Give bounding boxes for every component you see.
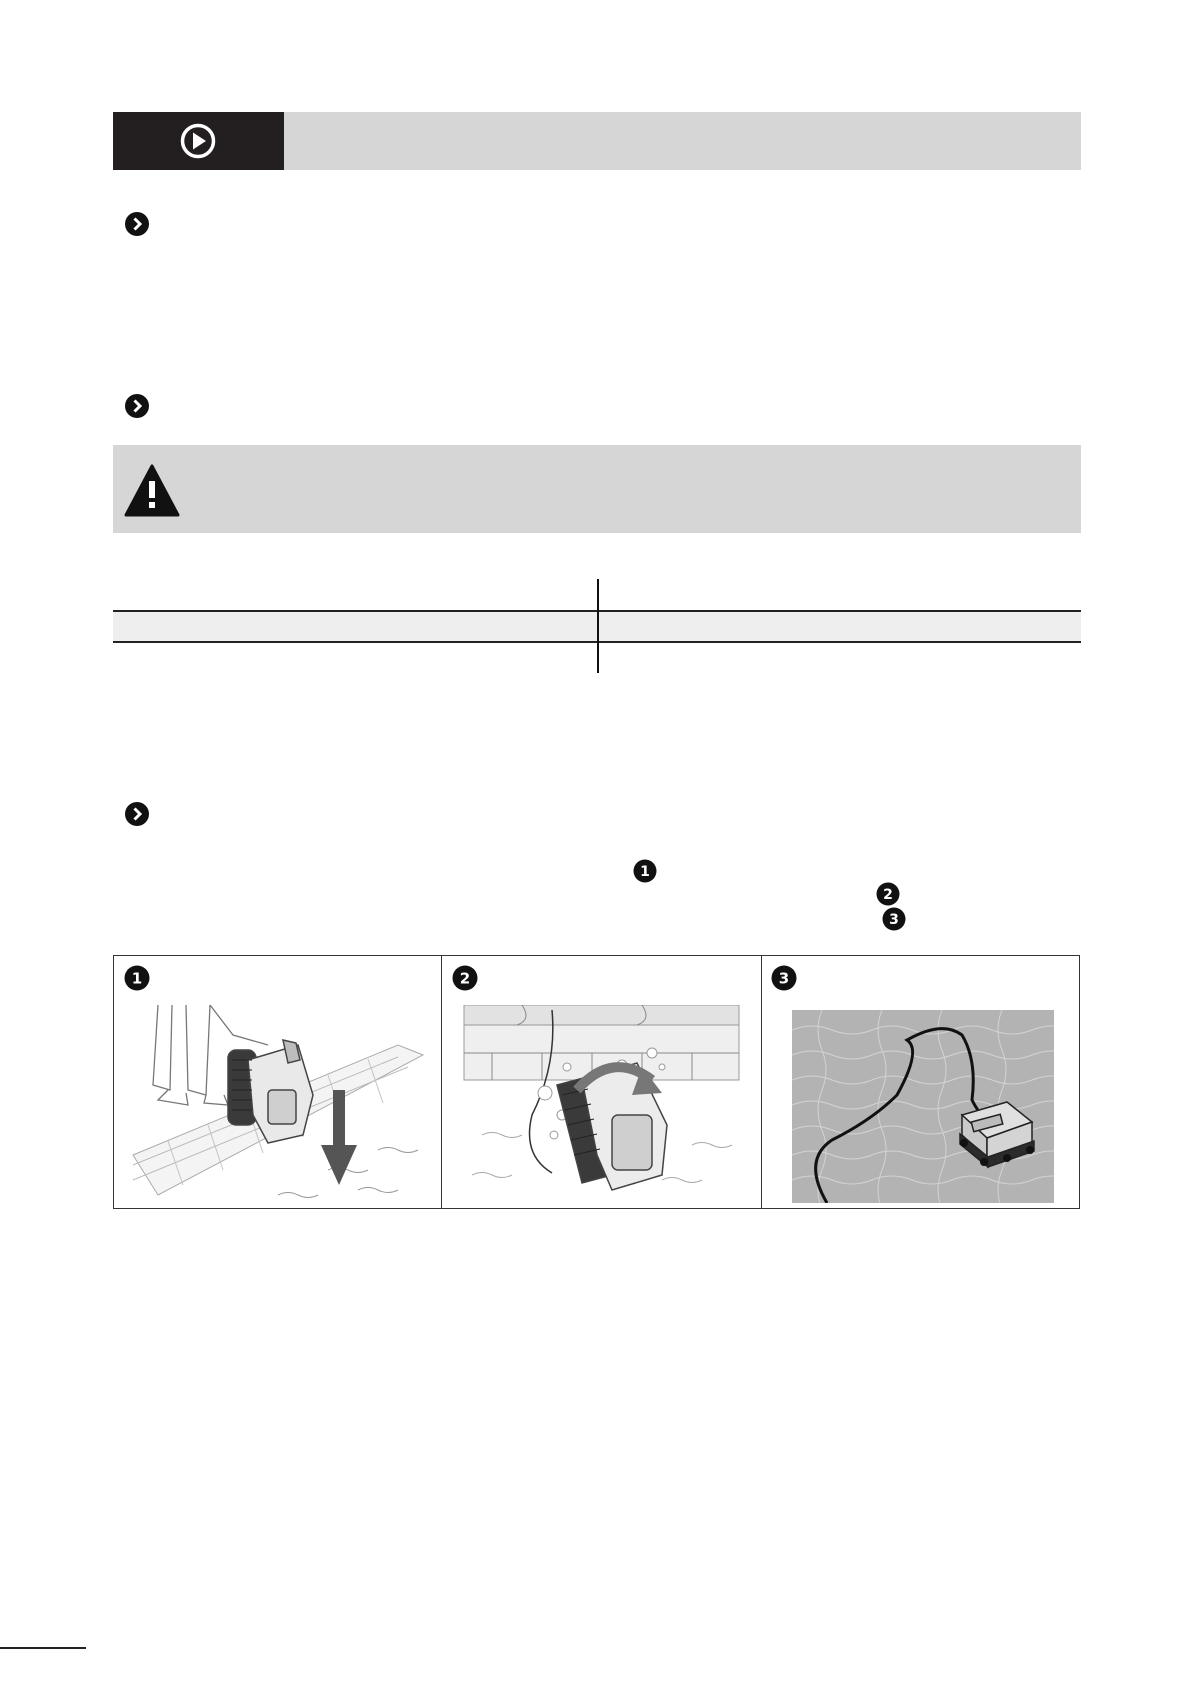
robot-on-pool-floor-illustration: [792, 1010, 1054, 1203]
svg-text:3: 3: [889, 912, 899, 928]
illustration-step-number-2: [452, 965, 478, 991]
svg-text:2: 2: [883, 887, 893, 903]
release-air-underwater-illustration: [462, 1005, 742, 1205]
step-marker-3: [882, 907, 906, 931]
illustration-step-number-1: [124, 965, 150, 991]
svg-text:1: 1: [640, 864, 650, 880]
chevron-right-icon: [124, 801, 150, 827]
svg-text:1: 1: [131, 969, 143, 988]
table-column-divider: [597, 579, 599, 673]
svg-text:2: 2: [459, 969, 471, 988]
chevron-right-icon: [124, 393, 150, 419]
panel-divider: [761, 955, 762, 1209]
chevron-right-icon: [124, 211, 150, 237]
step-marker-2: [876, 882, 900, 906]
illustration-step-number-3: [771, 965, 797, 991]
panel-divider: [441, 955, 442, 1209]
step-marker-1: [633, 859, 657, 883]
section-header-icon-box: [113, 112, 284, 170]
footer-rule: [0, 1647, 86, 1649]
play-circle-icon: [179, 122, 217, 160]
warning-band: [113, 445, 1081, 533]
warning-triangle-icon: [123, 463, 181, 519]
svg-text:3: 3: [778, 969, 790, 988]
lower-robot-into-pool-illustration: [128, 1005, 428, 1205]
